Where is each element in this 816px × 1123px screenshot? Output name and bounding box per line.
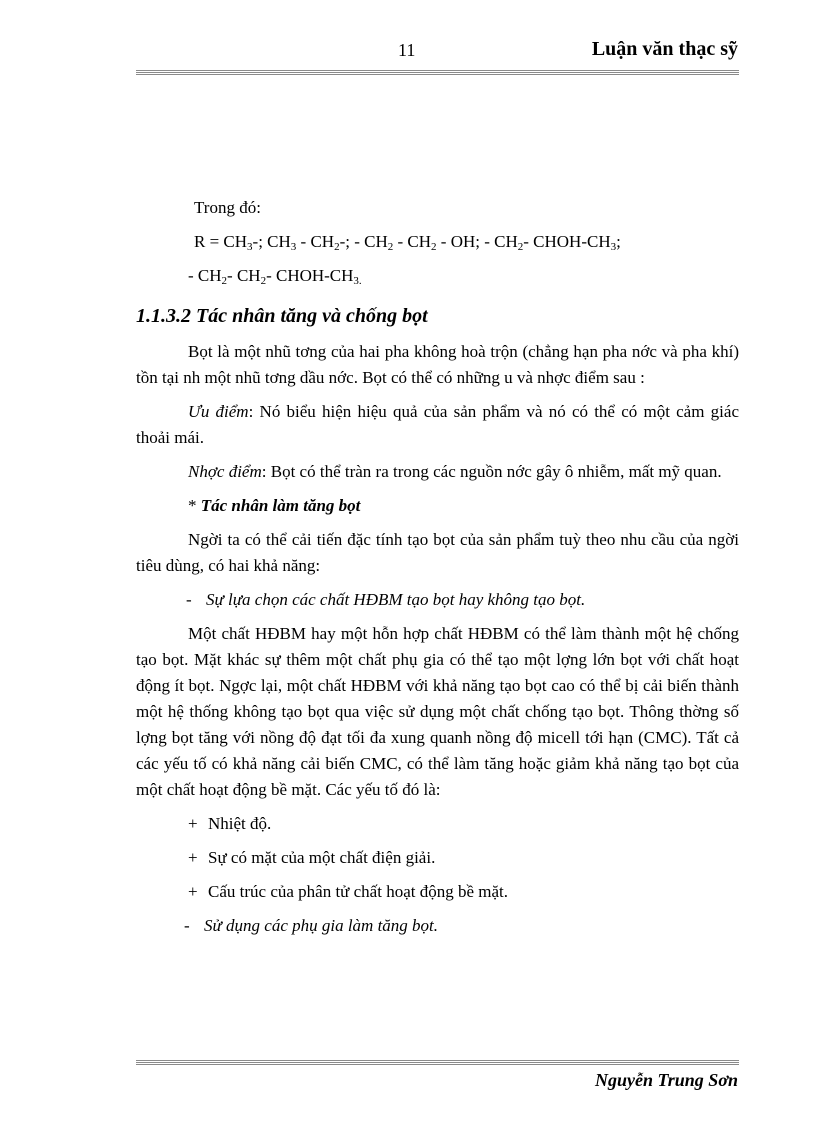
formula-line-r: $R = CH_3-$; $CH_3 - CH_2-$; - $CH_2 - CH_2$ - OH; - $CH_2-$ CHOH-$CH_3$;: [194, 232, 621, 253]
option-1: - Sự lựa chọn các chất HĐBM tạo bọt hay không tạo bọt.: [186, 590, 586, 609]
disadvantage-paragraph: Nhợc điểm: Bọt có thể tràn ra trong các nguồn nớc gây ô nhiễm, mất mỹ quan.: [188, 462, 722, 481]
advantage-label: Ưu điểm: [188, 402, 249, 421]
footer-divider: [136, 1060, 739, 1065]
advantage-paragraph: Ưu điểm: Nó biểu hiện hiệu quả của sản phẩm và nó có thể có một cảm giác thoải mái.: [136, 402, 739, 447]
document-title: Luận văn thạc sỹ: [591, 38, 738, 60]
sub-paragraph: Ngời ta có thể cải tiến đặc tính tạo bọt của sản phẩm tuỳ theo nhu cầu của ngời tiêu dùng, có hai khả năng:: [136, 530, 739, 575]
formula-intro: Trong đó:: [194, 198, 261, 217]
factor-item: + Cấu trúc của phân tử chất hoạt động bề mặt.: [188, 882, 509, 901]
foam-paragraph: Một chất HĐBM hay một hỗn hợp chất HĐBM có thể làm thành một hệ chống tạo bọt. Mặt khác sự thêm một chất phụ gia có thể tạo một lợng lớn bọt với chất hoạt động ít bọt. Ngợc lại, một chất HĐBM với khả năng tạo bọt cao có thể bị cải biến thành một hệ thống không tạo bọt qua việc sử dụng một chất chống tạo bọt. Thông thờng số lợng bọt tăng với nồng độ đạt tối đa xung quanh nồng độ micell tới hạn (CMC). Tất cả các yếu tố có khả năng cải biến CMC, có thể làm tăng hoặc giảm khả năng tạo bọt của một chất hoạt động bề mặt. Các yếu tố đó là:: [136, 624, 739, 799]
sub-heading: * Tác nhân làm tăng bọt: [188, 496, 361, 515]
disadvantage-label: Nhợc điểm: [188, 462, 262, 481]
author-name: Nguyễn Trung Sơn: [594, 1070, 738, 1090]
formula-line-2: - $CH_2-$ $CH_2-$ CHOH-$CH_{3.}$: [188, 266, 362, 287]
section-heading: 1.1.3.2 Tác nhân tăng và chống bọt: [136, 305, 428, 327]
header-divider: [136, 70, 739, 75]
page-number: 11: [398, 40, 416, 60]
option-2: - Sử dụng các phụ gia làm tăng bọt.: [184, 916, 439, 935]
page-body: [136, 195, 739, 939]
factor-item: + Nhiệt độ.: [188, 814, 272, 833]
intro-paragraph: Bọt là một nhũ tơng của hai pha không hoà trộn (chẳng hạn pha nớc và pha khí) tồn tại nh một nhũ tơng dầu nớc. Bọt có thể có những u và nhợc điểm sau :: [136, 342, 739, 387]
factor-item: + Sự có mặt của một chất điện giải.: [188, 848, 436, 867]
